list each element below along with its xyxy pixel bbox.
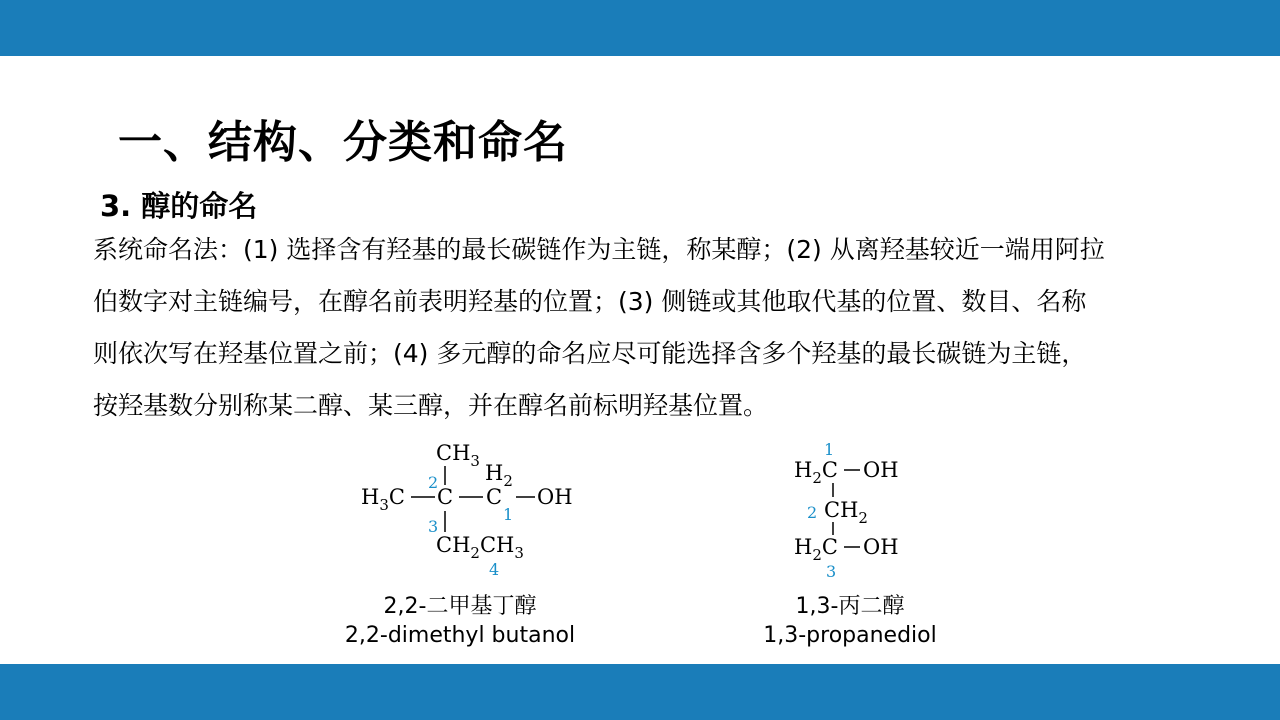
paragraph-line-4: 按羟基数分别称某二醇、某三醇，并在醇名前标明羟基位置。 — [93, 391, 769, 420]
caption-english-name: 1,3-propanediol — [763, 623, 937, 648]
paragraph-line-1: 系统命名法：(1) 选择含有羟基的最长碳链作为主链，称某醇；(2) 从离羟基较近一端用阿拉 — [93, 235, 1105, 264]
carbon-number-1: 1 — [503, 505, 514, 524]
methyl-top-group: $CH_3$ — [436, 441, 480, 470]
carbon-1: C — [486, 485, 503, 509]
caption-chinese-name: 2,2-二甲基丁醇 — [383, 594, 537, 619]
slide-title: 一、结构、分类和命名 — [118, 117, 568, 168]
paragraph-line-3: 则依次写在羟基位置之前；(4) 多元醇的命名应尽可能选择含多个羟基的最长碳链为主链， — [93, 339, 1087, 368]
bottom-hydroxyl-group: OH — [863, 535, 899, 559]
carbon-number-1: 1 — [824, 440, 835, 459]
caption-chinese-name: 1,3-丙二醇 — [795, 594, 905, 619]
top-ch2-group: $H_2C$ — [794, 458, 838, 487]
caption-english-name: 2,2-dimethyl butanol — [344, 623, 576, 648]
structure-2-2-dimethyl-butanol — [355, 435, 595, 585]
middle-ch2-group: $CH_2$ — [824, 498, 868, 527]
structure-1-3-propanediol — [780, 435, 920, 585]
methylene-h2-label: $H_2$ — [485, 461, 513, 490]
carbon-number-2: 2 — [807, 503, 818, 522]
hydroxyl-group: OH — [537, 485, 573, 509]
caption-1-3-propanediol — [740, 592, 960, 650]
bottom-bar — [0, 664, 1280, 720]
body-paragraph — [93, 230, 1183, 438]
carbon-number-2: 2 — [428, 473, 439, 492]
carbon-number-3: 3 — [826, 562, 837, 581]
methyl-left-group: $H_3C$ — [361, 485, 405, 514]
section-subtitle: 3. 醇的命名 — [100, 189, 258, 223]
carbon-number-4: 4 — [489, 560, 500, 579]
paragraph-line-2: 伯数字对主链编号，在醇名前表明羟基的位置；(3) 侧链或其他取代基的位置、数目、名称 — [93, 287, 1087, 316]
top-hydroxyl-group: OH — [863, 458, 899, 482]
carbon-number-3: 3 — [428, 517, 439, 536]
ethyl-bottom-group: $CH_2CH_3$ — [436, 533, 524, 562]
bottom-ch2-group: $H_2C$ — [794, 535, 838, 564]
quaternary-carbon: C — [437, 485, 454, 509]
caption-2-2-dimethyl-butanol — [330, 592, 590, 650]
top-bar — [0, 0, 1280, 56]
